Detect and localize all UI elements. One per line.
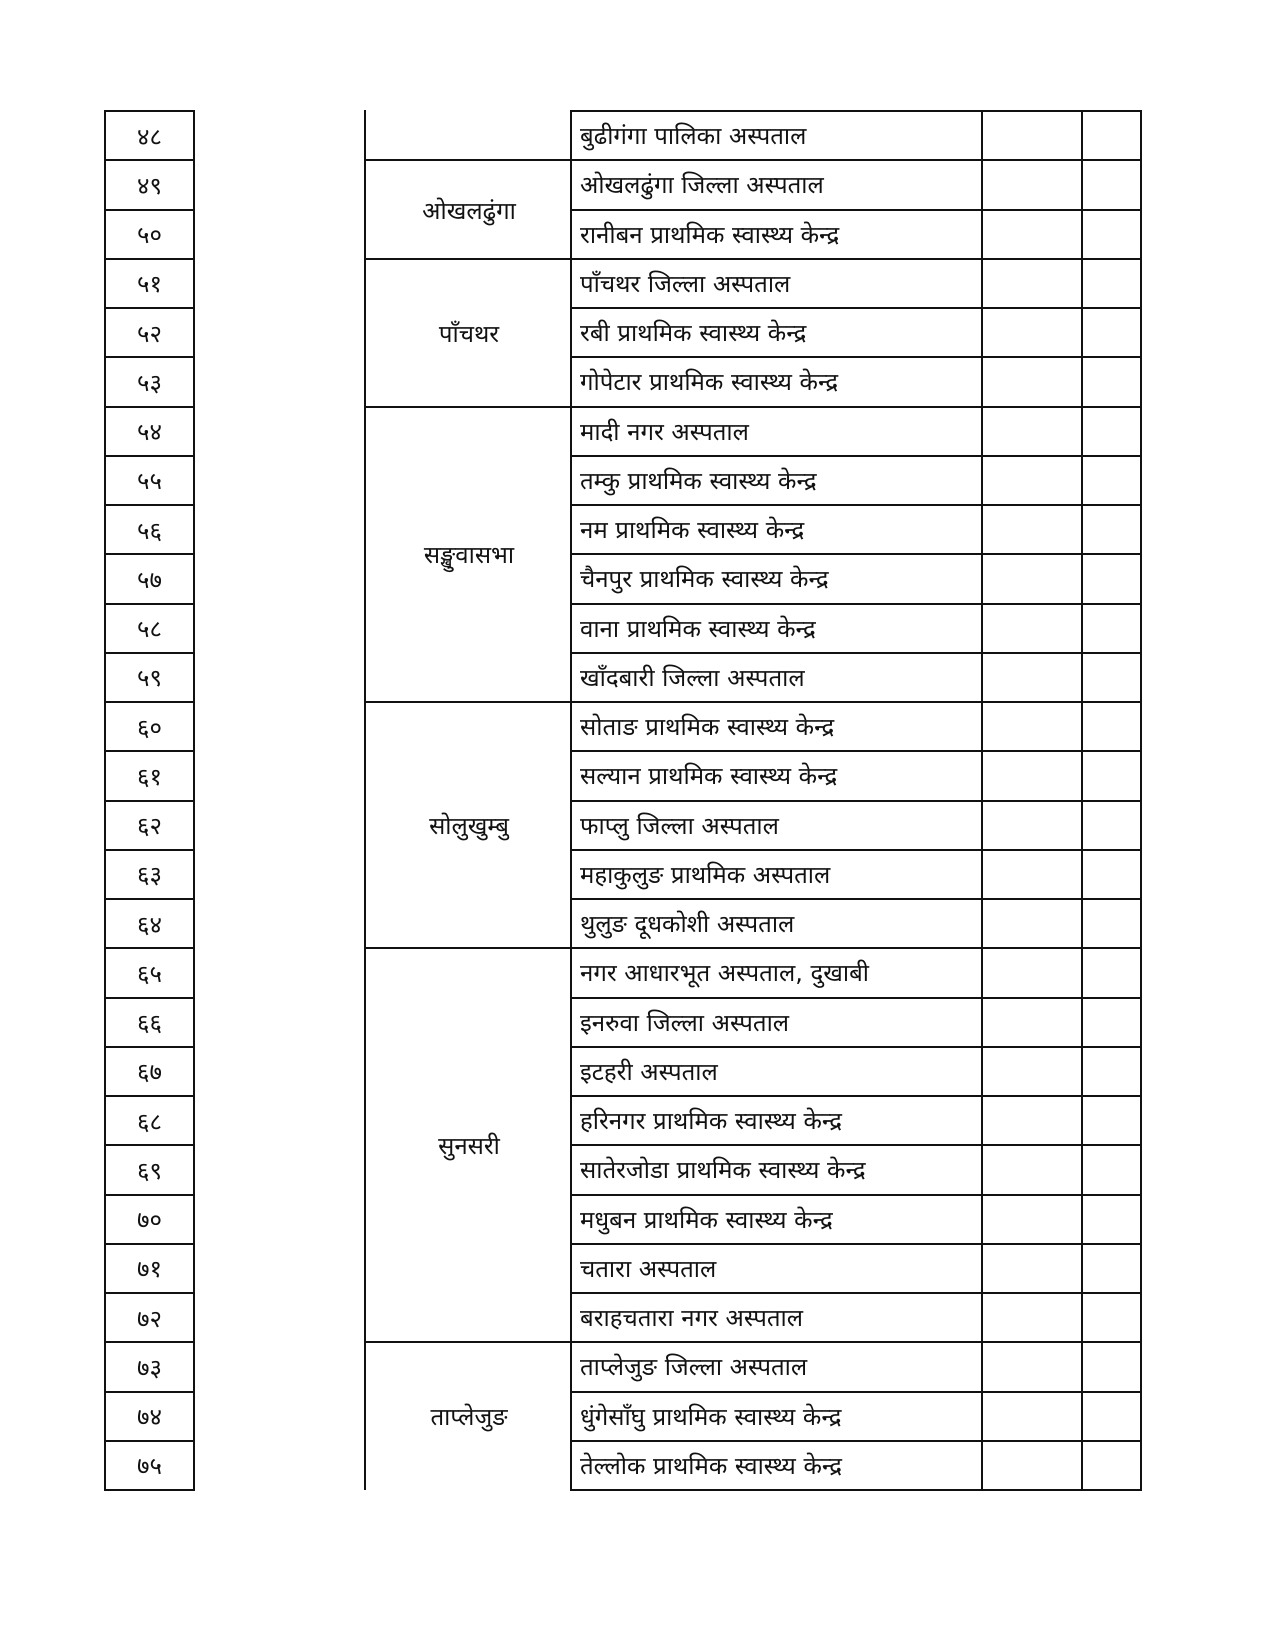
hospital-name-cell: बुढीगंगा पालिका अस्पताल xyxy=(570,110,1083,161)
hospital-name-cell: सोताङ प्राथमिक स्वास्थ्य केन्द्र xyxy=(570,701,1083,752)
serial-number-cell: ६७ xyxy=(104,1046,195,1096)
empty-cell xyxy=(981,1095,1142,1146)
empty-cell xyxy=(981,898,1142,949)
hospital-name-cell: बराहचतारा नगर अस्पताल xyxy=(570,1292,1083,1343)
hospital-name-cell: फाप्लु जिल्ला अस्पताल xyxy=(570,800,1083,851)
serial-number-cell: ६३ xyxy=(104,849,195,899)
hospital-name-cell: इनरुवा जिल्ला अस्पताल xyxy=(570,997,1083,1048)
empty-cell xyxy=(981,800,1142,851)
empty-cell xyxy=(981,701,1142,752)
serial-number-cell: ६१ xyxy=(104,750,195,800)
serial-number-cell: ५९ xyxy=(104,652,195,702)
hospital-name-cell: ताप्लेजुङ जिल्ला अस्पताल xyxy=(570,1341,1083,1392)
empty-cell xyxy=(981,110,1142,161)
hospital-name-cell: नम प्राथमिक स्वास्थ्य केन्द्र xyxy=(570,504,1083,555)
empty-cell xyxy=(981,1391,1142,1442)
hospital-name-cell: इटहरी अस्पताल xyxy=(570,1046,1083,1097)
empty-cell xyxy=(981,1144,1142,1195)
district-cell: ओखलढुंगा xyxy=(364,159,572,259)
serial-number-cell: ५२ xyxy=(104,307,195,357)
hospital-name-cell: तेल्लोक प्राथमिक स्वास्थ्य केन्द्र xyxy=(570,1440,1083,1491)
hospital-name-cell: रबी प्राथमिक स्वास्थ्य केन्द्र xyxy=(570,307,1083,358)
serial-number-cell: ७१ xyxy=(104,1243,195,1293)
district-cell: सङ्खुवासभा xyxy=(364,406,572,703)
empty-cell xyxy=(981,159,1142,210)
district-cell: ताप्लेजुङ xyxy=(364,1341,572,1490)
district-cell xyxy=(364,110,572,160)
serial-number-cell: ७५ xyxy=(104,1440,195,1491)
hospital-name-cell: पाँचथर जिल्ला अस्पताल xyxy=(570,258,1083,309)
serial-number-cell: ६८ xyxy=(104,1095,195,1145)
hospital-name-cell: चैनपुर प्राथमिक स्वास्थ्य केन्द्र xyxy=(570,553,1083,604)
serial-number-cell: ६० xyxy=(104,701,195,751)
hospital-name-cell: चतारा अस्पताल xyxy=(570,1243,1083,1294)
hospital-name-cell: मधुबन प्राथमिक स्वास्थ्य केन्द्र xyxy=(570,1194,1083,1245)
empty-cell xyxy=(981,455,1142,506)
serial-number-cell: ७३ xyxy=(104,1341,195,1391)
serial-number-cell: ६६ xyxy=(104,997,195,1047)
hospital-name-cell: रानीबन प्राथमिक स्वास्थ्य केन्द्र xyxy=(570,209,1083,260)
empty-cell xyxy=(981,1194,1142,1245)
serial-number-cell: ६५ xyxy=(104,947,195,997)
empty-cell xyxy=(981,849,1142,900)
empty-cell xyxy=(981,356,1142,407)
district-cell: सोलुखुम्बु xyxy=(364,701,572,948)
empty-cell xyxy=(981,750,1142,801)
serial-number-cell: ६२ xyxy=(104,800,195,850)
serial-number-cell: ५७ xyxy=(104,553,195,603)
empty-cell xyxy=(981,307,1142,358)
empty-cell xyxy=(981,947,1142,998)
hospital-name-cell: तम्कु प्राथमिक स्वास्थ्य केन्द्र xyxy=(570,455,1083,506)
serial-number-cell: ५५ xyxy=(104,455,195,505)
serial-number-cell: ४८ xyxy=(104,110,195,160)
hospital-name-cell: वाना प्राथमिक स्वास्थ्य केन्द्र xyxy=(570,603,1083,654)
empty-cell xyxy=(981,209,1142,260)
hospital-name-cell: सातेरजोडा प्राथमिक स्वास्थ्य केन्द्र xyxy=(570,1144,1083,1195)
district-cell: पाँचथर xyxy=(364,258,572,407)
empty-cell xyxy=(981,652,1142,703)
hospital-name-cell: नगर आधारभूत अस्पताल, दुखाबी xyxy=(570,947,1083,998)
hospital-name-cell: ओखलढुंगा जिल्ला अस्पताल xyxy=(570,159,1083,210)
district-cell: सुनसरी xyxy=(364,947,572,1342)
empty-cell xyxy=(981,1243,1142,1294)
serial-number-cell: ५४ xyxy=(104,406,195,456)
serial-number-cell: ७२ xyxy=(104,1292,195,1342)
serial-number-cell: ७० xyxy=(104,1194,195,1244)
serial-number-cell: ५८ xyxy=(104,603,195,653)
hospital-name-cell: थुलुङ दूधकोशी अस्पताल xyxy=(570,898,1083,949)
serial-number-cell: ६९ xyxy=(104,1144,195,1194)
hospital-name-cell: गोपेटार प्राथमिक स्वास्थ्य केन्द्र xyxy=(570,356,1083,407)
hospital-name-cell: मादी नगर अस्पताल xyxy=(570,406,1083,457)
serial-number-cell: ५६ xyxy=(104,504,195,554)
hospital-name-cell: सल्यान प्राथमिक स्वास्थ्य केन्द्र xyxy=(570,750,1083,801)
serial-number-cell: ५० xyxy=(104,209,195,259)
empty-cell xyxy=(981,1046,1142,1097)
hospital-name-cell: धुंगेसाँघु प्राथमिक स्वास्थ्य केन्द्र xyxy=(570,1391,1083,1442)
serial-number-cell: ४९ xyxy=(104,159,195,209)
empty-cell xyxy=(981,1292,1142,1343)
hospital-name-cell: महाकुलुङ प्राथमिक अस्पताल xyxy=(570,849,1083,900)
empty-cell xyxy=(981,406,1142,457)
serial-number-cell: ६४ xyxy=(104,898,195,948)
empty-cell xyxy=(981,1341,1142,1392)
empty-cell xyxy=(981,1440,1142,1491)
hospital-name-cell: हरिनगर प्राथमिक स्वास्थ्य केन्द्र xyxy=(570,1095,1083,1146)
serial-number-cell: ७४ xyxy=(104,1391,195,1441)
hospital-name-cell: खाँदबारी जिल्ला अस्पताल xyxy=(570,652,1083,703)
serial-number-cell: ५३ xyxy=(104,356,195,406)
empty-cell xyxy=(981,553,1142,604)
empty-cell xyxy=(981,258,1142,309)
empty-cell xyxy=(981,997,1142,1048)
empty-cell xyxy=(981,603,1142,654)
empty-cell xyxy=(981,504,1142,555)
serial-number-cell: ५१ xyxy=(104,258,195,308)
